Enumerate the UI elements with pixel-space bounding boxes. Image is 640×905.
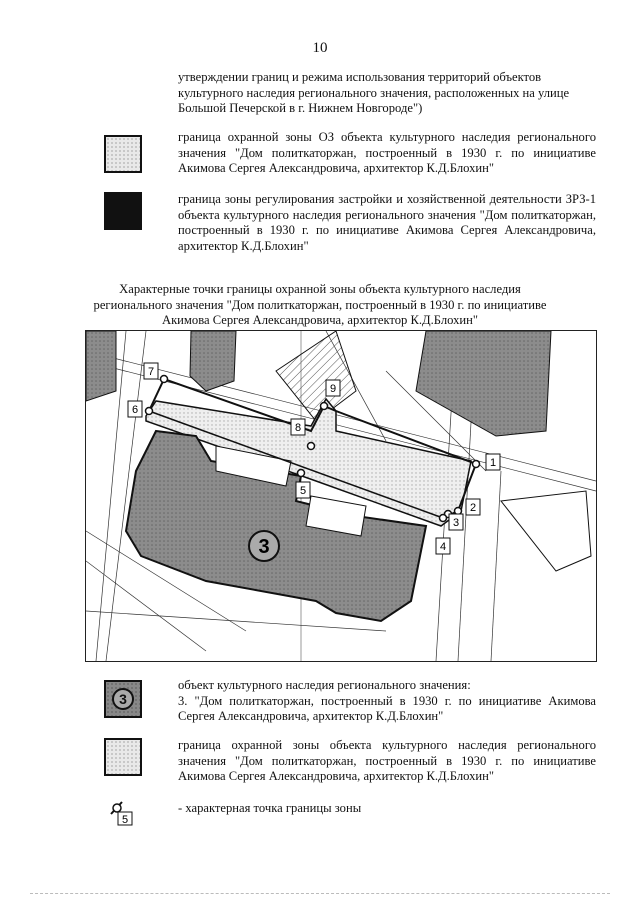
svg-text:8: 8 — [294, 422, 302, 434]
legend-regulation-zone-text: граница зоны регулирования застройки и хозяйственной деятельности ЗРЗ-1 объекта культурного наследия регионального значения "Дом политкаторжан, построенный в 1930 г. по инициативе Акимова Сергея Александровича, архитектор К.Д.Блохин" — [178, 192, 596, 253]
svg-text:4: 4 — [439, 541, 447, 553]
protection-zone-swatch — [104, 135, 142, 173]
svg-text:7: 7 — [147, 366, 155, 378]
svg-text:3: 3 — [452, 517, 460, 529]
legend-protection-zone-text-2: граница охранной зоны объекта культурного наследия регионального значения "Дом политкаторжан, построенный в 1930 г. по инициативе Акимова Сергея Александровича, архитектор К.Д.Блохин" — [178, 738, 596, 784]
site-map — [85, 330, 597, 662]
heritage-object-symbol: 3 — [112, 688, 134, 710]
protection-zone-swatch-2 — [104, 738, 142, 776]
regulation-zone-swatch — [104, 192, 142, 230]
legend-protection-zone-text: граница охранной зоны ОЗ объекта культурного наследия регионального значения "Дом политкаторжан, построенный в 1930 г. по инициативе Акимова Сергея Александровича, архитектор К.Д.Блохин" — [178, 130, 596, 176]
svg-text:9: 9 — [329, 383, 337, 395]
site-map-drawing — [86, 331, 596, 661]
page-number: 10 — [312, 40, 328, 56]
legend-boundary-point-text: - характерная точка границы зоны — [178, 801, 362, 815]
boundary-point-symbol — [108, 800, 134, 826]
heritage-object-swatch — [104, 680, 142, 718]
svg-text:2: 2 — [469, 502, 477, 514]
legend-heritage-object-text: объект культурного наследия регионального значения: 3. "Дом политкаторжан, построенный в 1930 г. по инициативе Акимова Сергея Александровича, архитектор К.Д.Блохин" — [178, 678, 596, 724]
map-caption: Характерные точки границы охранной зоны объекта культурного наследия регионального значения "Дом политкаторжан, построенный в 1930 г. по инициативе Акимова Сергея Александровича, архитектор К.Д.Блохин" — [93, 282, 547, 328]
svg-text:5: 5 — [299, 485, 307, 497]
object-marker-label: 3 — [258, 536, 270, 558]
intro-text: утверждении границ и режима использования территорий объектов культурного наследия регионального значения, расположенных на улице Большой Печерской в г. Нижнем Новгороде") — [178, 70, 570, 116]
svg-text:5: 5 — [121, 814, 129, 826]
svg-text:1: 1 — [489, 457, 497, 469]
footer-divider — [30, 893, 610, 894]
svg-text:6: 6 — [131, 404, 139, 416]
